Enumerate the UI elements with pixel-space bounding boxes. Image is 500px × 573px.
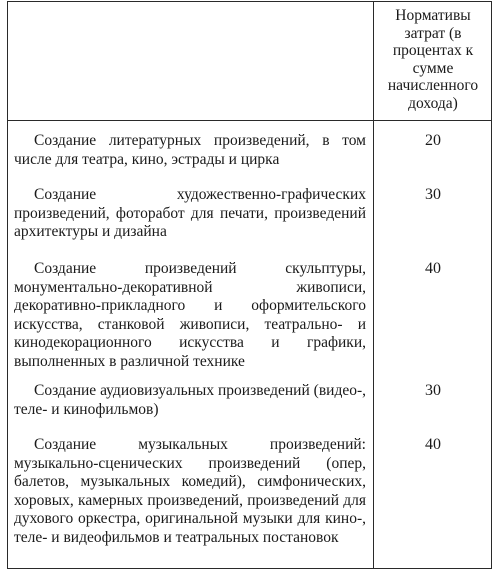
row-name: Создание аудиовизуальных произведений (видео-, теле- и кинофильмов) (14, 382, 366, 418)
row-value: 40 (425, 436, 441, 453)
row-value: 20 (425, 132, 441, 149)
header-divider (8, 120, 491, 121)
cost-norms-table (7, 1, 492, 569)
row-name: Создание произведений скульптуры, монументально-декоративной живописи, декоративно-прикладного и оформительского искусства, станковой живописи, театрально- и кинодекорационного искусства и графики, выполненных в различной технике (14, 260, 366, 370)
row-name: Создание художественно-графических произведений, фоторабот для печати, произведений архитектуры и дизайна (14, 186, 366, 240)
row-value: 40 (425, 260, 441, 277)
row-value: 30 (425, 186, 441, 203)
row-name: Создание музыкальных произведений: музыкально-сценических произведений (опер, балетов, музыкальных комедий), симфонических, хоровых, камерных произведений, произведений для духового оркестра, оригинальной музыки для кино-, теле- и видеофильмов и театральных постановок (14, 436, 366, 546)
header-norms-label: Нормативы затрат (в процентах к сумме начисленного дохода) (387, 7, 479, 112)
row-name: Создание литературных произведений, в том числе для театра, кино, эстрады и цирка (14, 132, 366, 168)
row-value: 30 (425, 382, 441, 399)
